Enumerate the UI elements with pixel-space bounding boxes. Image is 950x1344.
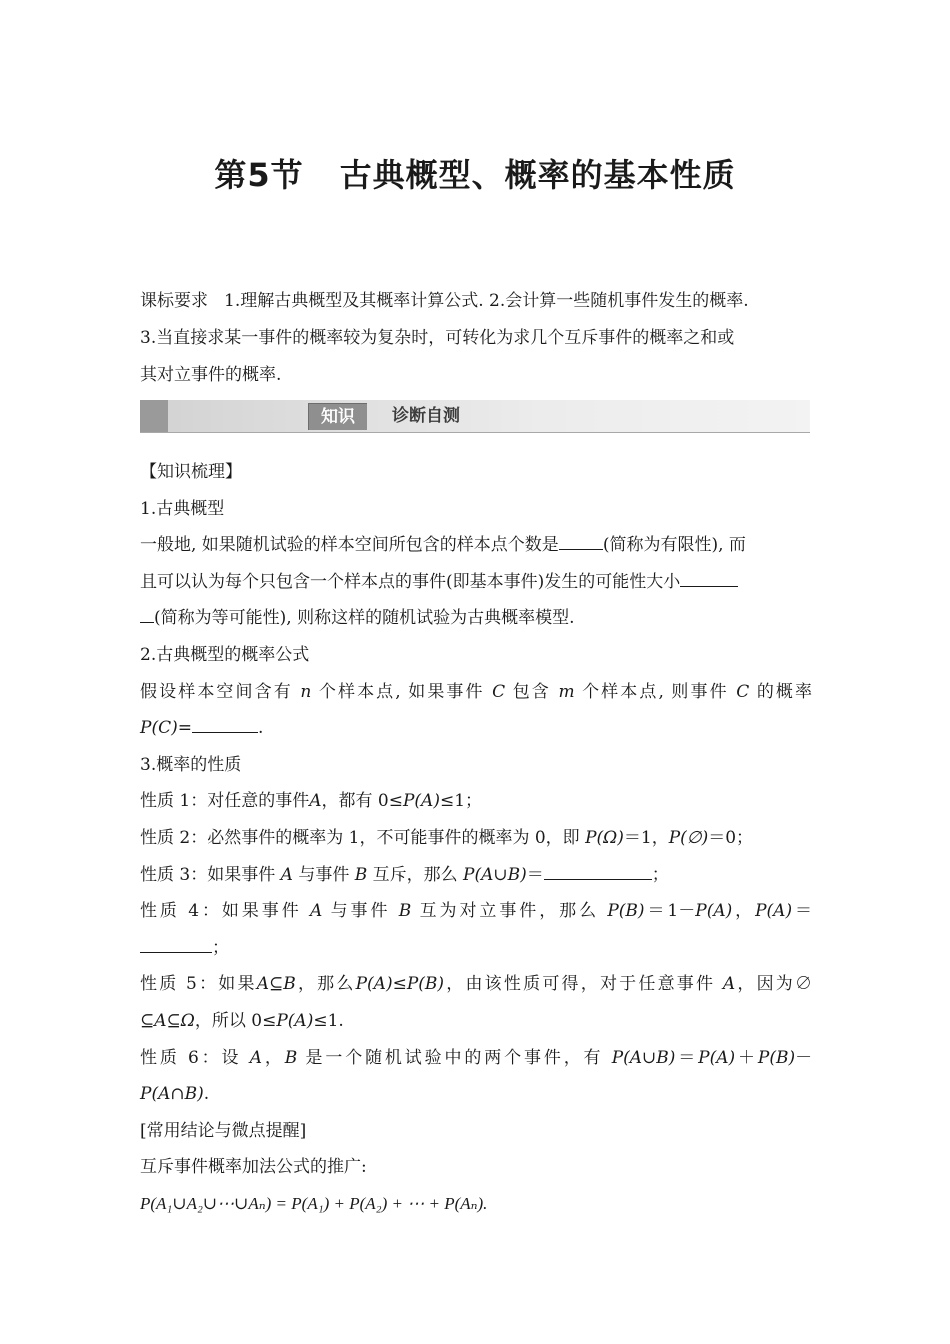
notes-line-1: 互斥事件概率加法公式的推广:	[140, 1157, 367, 1178]
fill-blank[interactable]	[140, 936, 212, 953]
fill-blank[interactable]	[544, 862, 652, 879]
property-5-line-1: 性质 5：如果A⊆B，那么P(A)≤P(B)，由该性质可得，对于任意事件 A，因为∅	[140, 974, 813, 995]
addition-formula: P(A₁∪A₂∪⋯∪Aₙ) = P(A₁) + P(A₂) + ⋯ + P(Aₙ).	[140, 1193, 488, 1213]
item-2-heading: 2.古典概型的概率公式	[140, 644, 310, 665]
section-title: 古典概型、概率的基本性质	[339, 156, 736, 194]
property-6-line-2: P(A∩B).	[140, 1084, 210, 1105]
property-1: 性质 1：对任意的事件A，都有 0≤P(A)≤1；	[140, 791, 483, 812]
section-banner	[140, 400, 810, 433]
item-2-line-1: 假设样本空间含有 n 个样本点, 如果事件 C 包含 m 个样本点, 则事件 C 的概率	[140, 681, 813, 702]
property-4-line-1: 性质 4：如果事件 A 与事件 B 互为对立事件，那么 P(B)＝1－P(A)，P(A)＝	[140, 901, 813, 922]
notes-heading: [常用结论与微点提醒]	[140, 1120, 307, 1141]
item-3-heading: 3.概率的性质	[140, 754, 242, 775]
requirements-line-2: 3.当直接求某一事件的概率较为复杂时，可转化为求几个互斥事件的概率之和或	[140, 328, 735, 348]
banner-title: 诊断自测	[392, 406, 460, 426]
fill-blank[interactable]	[680, 570, 738, 587]
section-heading: 【知识梳理】	[140, 462, 242, 482]
requirements-label: 课标要求	[140, 291, 208, 311]
item-1-heading: 1.古典概型	[140, 498, 225, 519]
requirements-line-3: 其对立事件的概率.	[140, 365, 282, 385]
property-6-line-1: 性质 6：设 A，B 是一个随机试验中的两个事件，有 P(A∪B)＝P(A)＋P(B)－	[140, 1047, 813, 1068]
fill-blank[interactable]	[559, 533, 603, 550]
requirements-line-1: 课标要求 1.理解古典概型及其概率计算公式. 2.会计算一些随机事件发生的概率.	[140, 291, 749, 311]
fill-blank[interactable]	[140, 606, 154, 623]
property-3: 性质 3：如果事件 A 与事件 B 互斥，那么 P(A∪B)＝ ；	[140, 857, 812, 894]
banner-tag: 知识	[308, 403, 367, 430]
item-1-line-1: 一般地, 如果随机试验的样本空间所包含的样本点个数是 (简称为有限性), 而	[140, 527, 812, 564]
property-5-line-2: ⊆A⊆Ω，所以 0≤P(A)≤1.	[140, 1010, 344, 1031]
knowledge-content	[140, 454, 812, 1222]
item-1-line-3: (简称为等可能性), 则称这样的随机试验为古典概率模型.	[140, 600, 812, 637]
banner-decoration	[140, 400, 168, 432]
curriculum-requirements	[140, 283, 812, 394]
property-2: 性质 2：必然事件的概率为 1，不可能事件的概率为 0，即 P(Ω)＝1，P(∅)＝0；	[140, 827, 754, 848]
page-title	[0, 150, 950, 196]
section-number: 第5节	[214, 156, 304, 194]
property-4-line-2: ；	[140, 930, 812, 967]
item-1-line-2: 且可以认为每个只包含一个样本点的事件(即基本事件)发生的可能性大小	[140, 564, 812, 601]
item-2-line-2: P(C)= .	[140, 710, 812, 747]
fill-blank[interactable]	[192, 716, 258, 733]
